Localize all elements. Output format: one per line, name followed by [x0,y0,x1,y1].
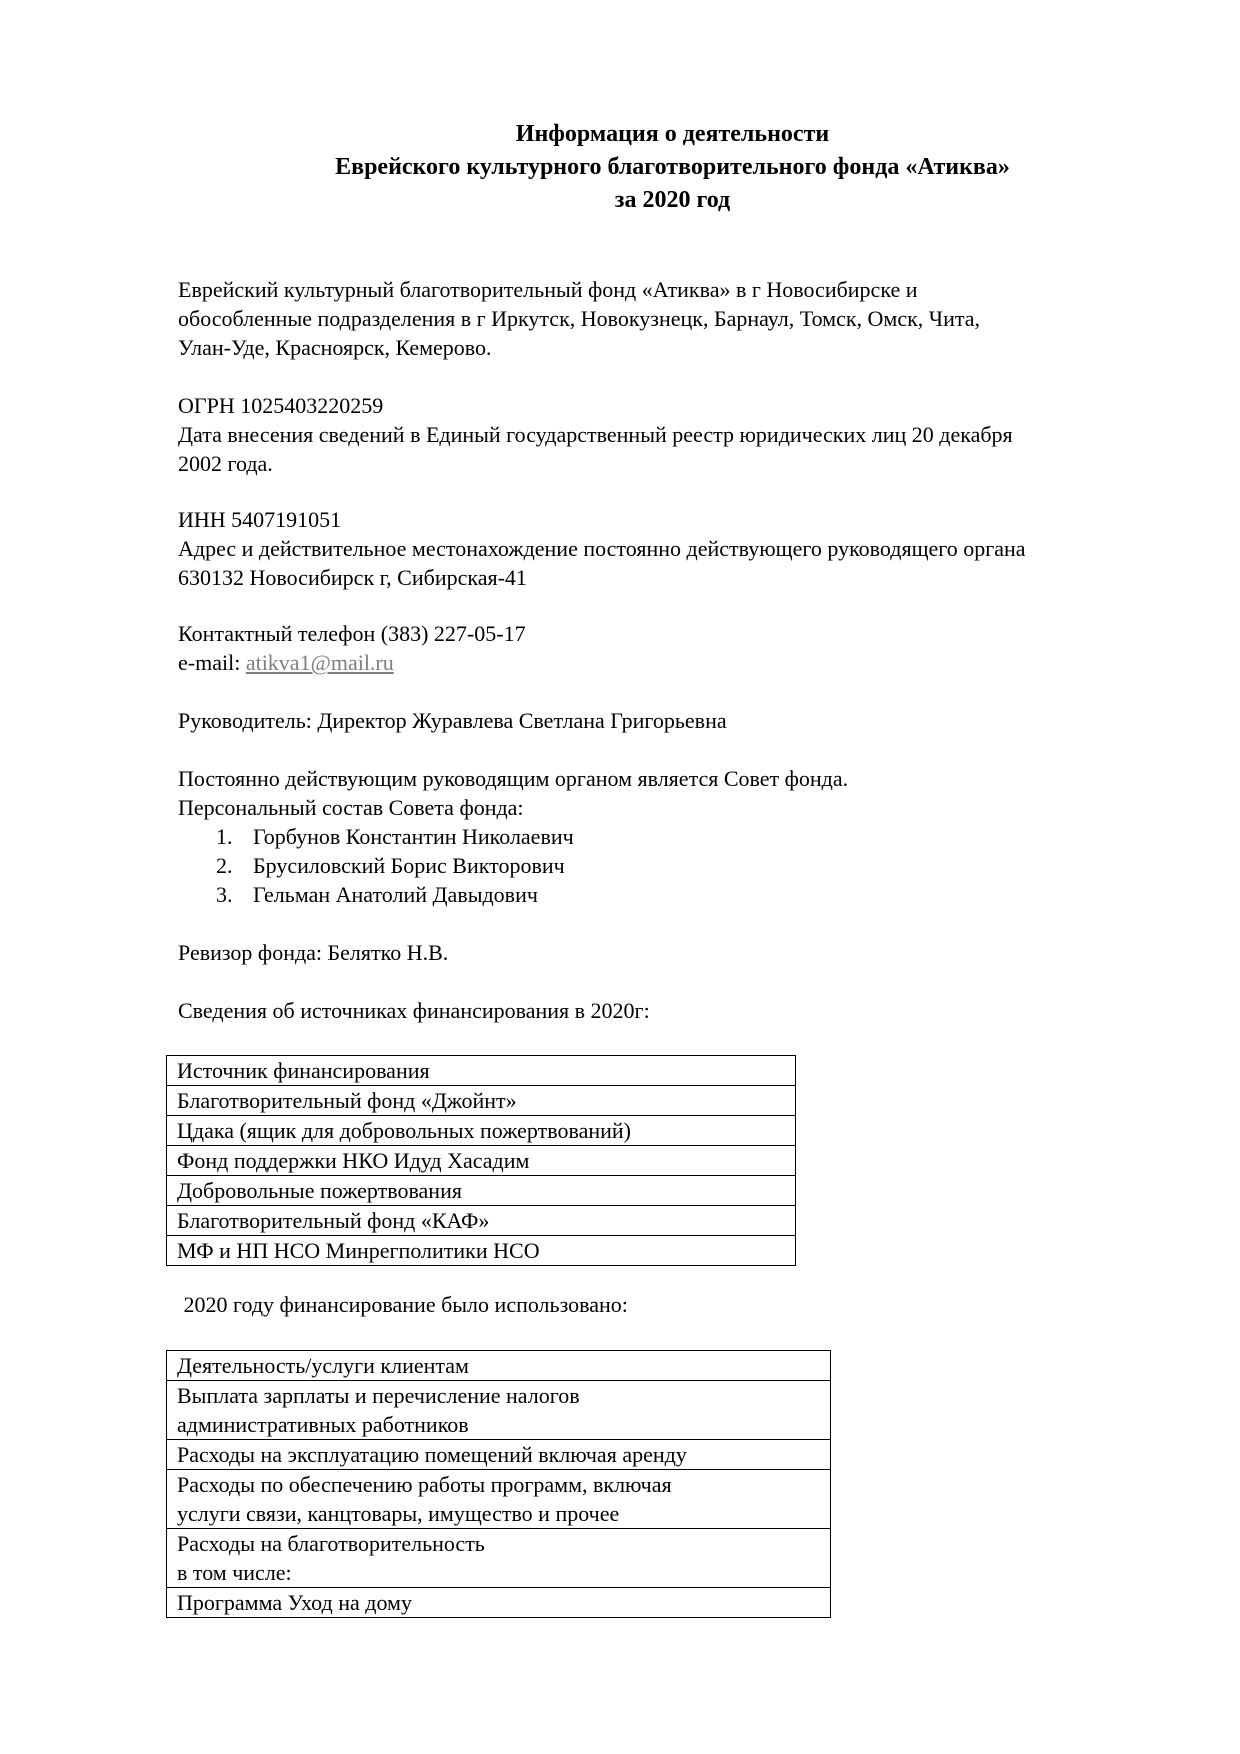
council-line-1: Постоянно действующим руководящим органом является Совет фонда. [178,766,849,791]
table-cell [167,1351,831,1381]
table-row [167,1236,796,1266]
auditor-paragraph [178,938,448,967]
intro-line-2: обособленные подразделения в г Иркутск, Новокузнецк, Барнаул, Томск, Омск, Чита, [178,306,981,331]
table-cell: Благотворительный фонд «Джойнт» [167,1086,796,1116]
cell-line: услуги связи, канцтовары, имущество и прочее [177,1501,620,1526]
table-row [167,1529,831,1588]
cell-line: Расходы на благотворительность [177,1531,485,1556]
table-cell: Добровольные пожертвования [167,1176,796,1206]
council-paragraph [178,764,848,822]
table-row [167,1116,796,1146]
director-paragraph [178,706,727,735]
sources-heading [178,996,650,1025]
email-label: e-mail: [178,650,246,675]
cell-line: Программа Уход на дому [177,1590,412,1615]
table-cell: Цдака (ящик для добровольных пожертвований) [167,1116,796,1146]
inn-paragraph [178,505,1026,592]
cell-line: Деятельность/услуги клиентам [177,1353,469,1378]
table-cell [167,1529,831,1588]
list-item [178,880,574,909]
cell-line: Расходы на эксплуатацию помещений включая аренду [177,1442,687,1467]
table-row [167,1351,831,1381]
table-cell: Благотворительный фонд «КАФ» [167,1206,796,1236]
list-item-name: Гельман Анатолий Давыдович [253,882,538,907]
list-item [178,822,574,851]
council-line-2: Персональный состав Совета фонда: [178,795,524,820]
sources-heading-text: Сведения об источниках финансирования в 2020г: [178,998,650,1023]
ogrn-line-1: ОГРН 1025403220259 [178,393,384,418]
intro-paragraph [178,275,980,362]
title-line-1: Информация о деятельности [515,121,830,147]
inn-line-2: Адрес и действительное местонахождение постоянно действующего руководящего органа [178,536,1026,561]
cell-line: Расходы по обеспечению работы программ, включая [177,1472,672,1497]
title-line-3: за 2020 год [614,187,731,213]
list-item [178,851,574,880]
director-line: Руководитель: Директор Журавлева Светлана Григорьевна [178,708,727,733]
table-row [167,1470,831,1529]
contact-phone: Контактный телефон (383) 227-05-17 [178,621,526,646]
ogrn-paragraph [178,391,1013,478]
cell-line: административных работников [177,1412,469,1437]
contact-paragraph [178,619,526,677]
email-link[interactable]: atikva1@mail.ru [245,650,394,675]
contact-email-row [178,648,526,677]
ogrn-line-3: 2002 года. [178,451,273,476]
table-row [167,1440,831,1470]
table-row [167,1176,796,1206]
table-cell [167,1588,831,1618]
auditor-line: Ревизор фонда: Белятко Н.В. [178,940,449,965]
table-row [167,1381,831,1440]
table-row [167,1206,796,1236]
table-row [167,1146,796,1176]
table-row [167,1086,796,1116]
usage-heading-text: 2020 году финансирование было использовано: [178,1292,628,1317]
funding-sources-table [166,1055,796,1266]
inn-line-3: 630132 Новосибирск г, Сибирская-41 [178,565,527,590]
cell-line: Выплата зарплаты и перечисление налогов [177,1383,580,1408]
intro-line-3: Улан-Уде, Красноярск, Кемерово. [178,335,492,360]
table-cell: МФ и НП НСО Минрегполитики НСО [167,1236,796,1266]
table-cell: Источник финансирования [167,1056,796,1086]
list-item-number: 1. [216,824,233,849]
document-title [0,118,1240,217]
cell-line: в том числе: [177,1560,292,1585]
list-item-name: Брусиловский Борис Викторович [253,853,565,878]
list-item-number: 3. [216,882,233,907]
list-item-name: Горбунов Константин Николаевич [253,824,574,849]
table-cell: Фонд поддержки НКО Идуд Хасадим [167,1146,796,1176]
table-row [167,1588,831,1618]
table-row [167,1056,796,1086]
intro-line-1: Еврейский культурный благотворительный фонд «Атиква» в г Новосибирске и [178,277,918,302]
inn-line-1: ИНН 5407191051 [178,507,342,532]
title-line-2: Еврейского культурного благотворительного фонда «Атиква» [335,154,1010,180]
table-cell [167,1381,831,1440]
list-item-number: 2. [216,853,233,878]
usage-heading [178,1290,628,1319]
funding-usage-table [166,1350,831,1618]
council-members-list [178,822,574,909]
table-cell [167,1470,831,1529]
table-cell [167,1440,831,1470]
ogrn-line-2: Дата внесения сведений в Единый государственный реестр юридических лиц 20 декабря [178,422,1013,447]
